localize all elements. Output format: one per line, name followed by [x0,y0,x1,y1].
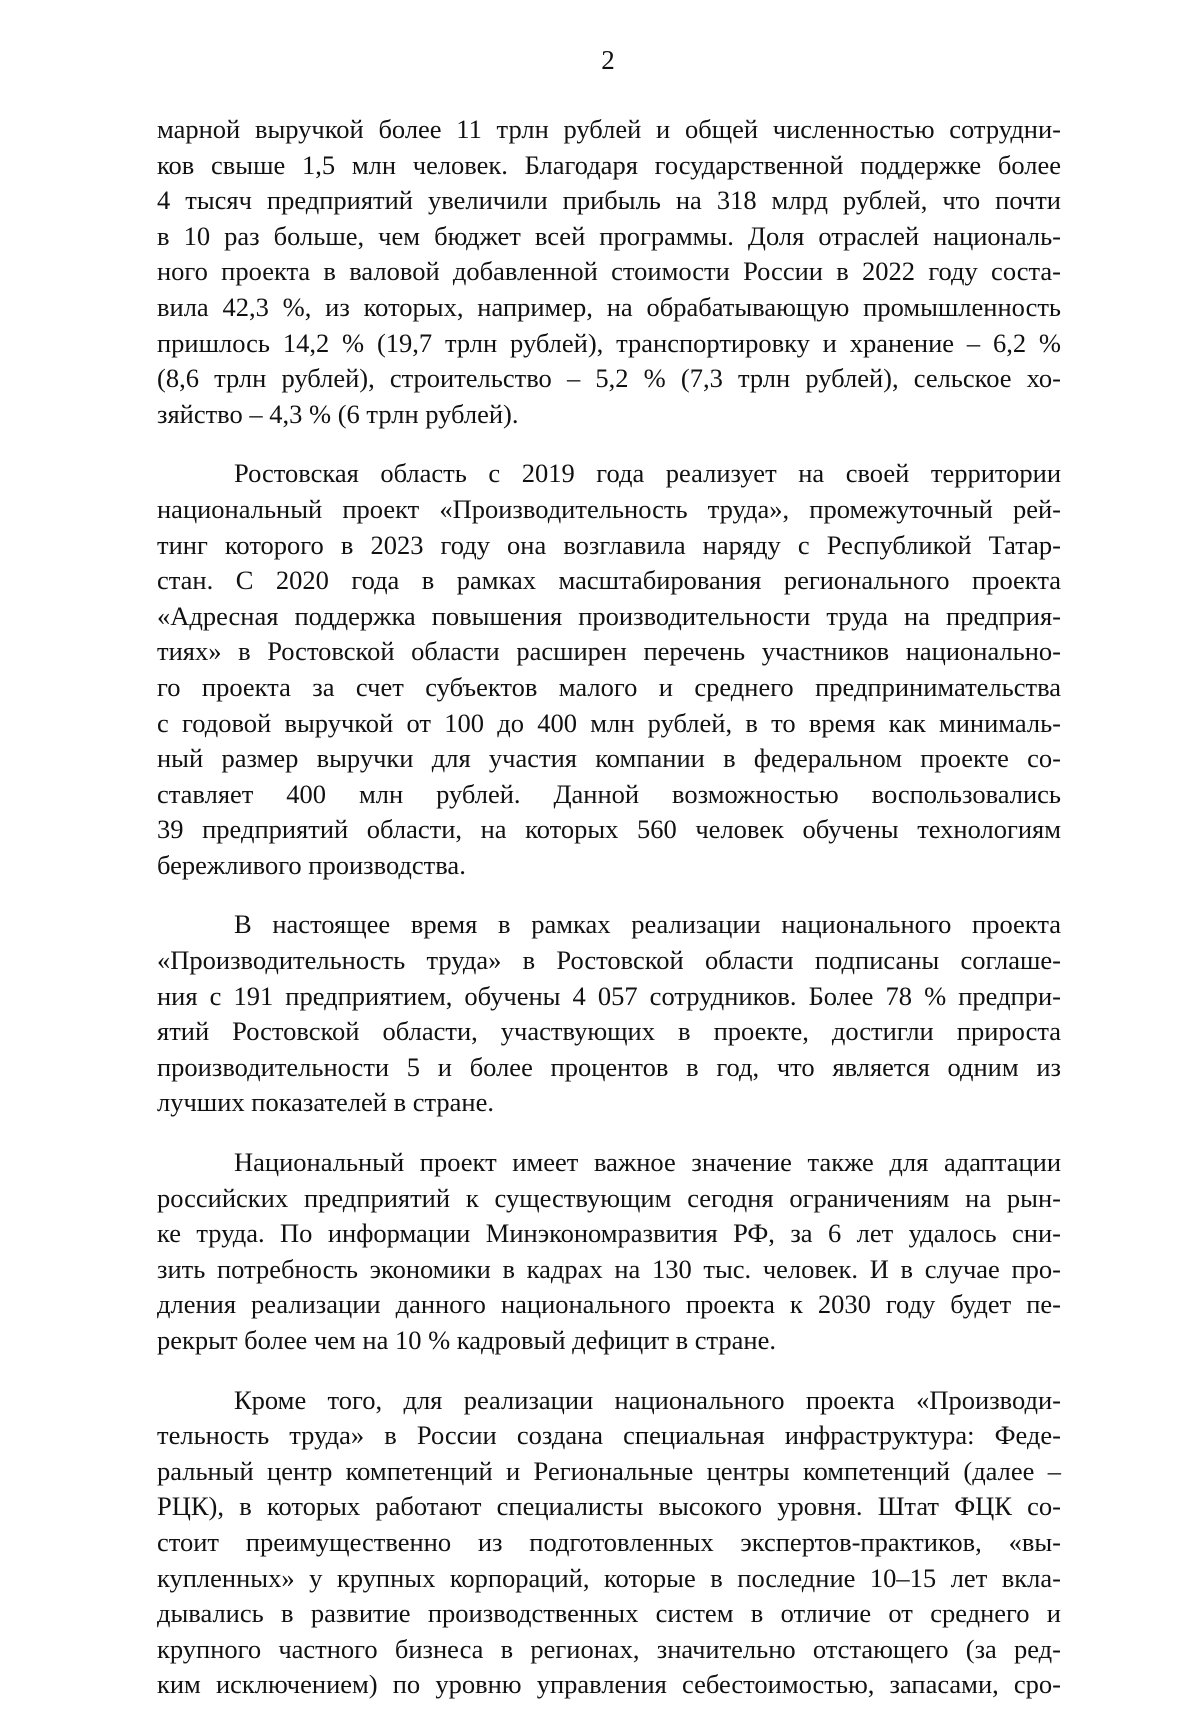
text-line: ким исключением) по уровню управления себестоимостью, запасами, сро- [157,1669,1061,1700]
text-line: (8,6 трлн рублей), строительство – 5,2 % (7,3 трлн рублей), сельское хо- [157,363,1061,394]
text-line: ный размер выручки для участия компании в федеральном проекте со- [157,743,1061,774]
text-line: вила 42,3 %, из которых, например, на обрабатывающую промышленность [157,291,1061,322]
text-line: 4 тысяч предприятий увеличили прибыль на 318 млрд рублей, что почти [157,185,1061,216]
text-line: ного проекта в валовой добавленной стоимости России в 2022 году соста- [157,256,1061,287]
document-body [157,112,1061,1727]
text-line: «Адресная поддержка повышения производительности труда на предприя- [157,600,1061,631]
text-line: го проекта за счет субъектов малого и среднего предпринимательства [157,671,1061,702]
paragraph [157,112,1061,432]
text-line: тинг которого в 2023 году она возглавила наряду с Республикой Татар- [157,529,1061,560]
text-line: ке труда. По информации Минэкономразвития РФ, за 6 лет удалось сни- [157,1218,1061,1249]
text-line: российских предприятий к существующим сегодня ограничениям на рын- [157,1182,1061,1213]
text-line: бережливого производства. [157,849,466,880]
text-line: зяйство – 4,3 % (6 трлн рублей). [157,398,519,429]
paragraph [157,907,1061,1121]
text-line: марной выручкой более 11 трлн рублей и общей численностью сотрудни- [157,114,1061,144]
text-line: в 10 раз больше, чем бюджет всей программы. Доля отраслей националь- [157,220,1061,251]
paragraph [157,1383,1061,1703]
text-line: ятий Ростовской области, участвующих в проекте, достигли прироста [157,1016,1061,1047]
text-line: дления реализации данного национального проекта к 2030 году будет пе- [157,1289,1061,1320]
text-line: тельность труда» в России создана специальная инфраструктура: Феде- [157,1420,1061,1451]
text-line: «Производительность труда» в Ростовской области подписаны соглаше- [157,945,1061,976]
text-line: купленных» у крупных корпораций, которые в последние 10–15 лет вкла- [157,1562,1061,1593]
text-line: дывались в развитие производственных систем в отличие от среднего и [157,1598,1061,1629]
text-line: зить потребность экономики в кадрах на 130 тыс. человек. И в случае про- [157,1253,1061,1284]
text-line: крупного частного бизнеса в регионах, значительно отстающего (за ред- [157,1633,1061,1664]
text-line: Национальный проект имеет важное значение также для адаптации [234,1147,1061,1178]
text-line: производительности 5 и более процентов в год, что является одним из [157,1051,1061,1082]
paragraph [157,456,1061,883]
text-line: ния с 191 предприятием, обучены 4 057 сотрудников. Более 78 % предпри- [157,980,1061,1011]
text-line: ральный центр компетенций и Региональные центры компетенций (далее – [157,1455,1061,1486]
page-number: 2 [601,45,615,75]
text-line: Кроме того, для реализации национального проекта «Производи- [234,1384,1061,1415]
text-line: рекрыт более чем на 10 % кадровый дефицит в стране. [157,1325,776,1355]
text-line: пришлось 14,2 % (19,7 трлн рублей), транспортировку и хранение – 6,2 % [157,327,1061,358]
paragraph [157,1145,1061,1359]
text-line: стан. С 2020 года в рамках масштабирования регионального проекта [157,565,1061,596]
text-line: лучших показателей в стране. [157,1087,494,1118]
text-line: ков свыше 1,5 млн человек. Благодаря государственной поддержке более [157,149,1061,180]
text-line: В настоящее время в рамках реализации национального проекта [234,909,1061,940]
text-line: Ростовская область с 2019 года реализует на своей территории [234,458,1061,489]
text-line: национальный проект «Производительность труда», промежуточный рей- [157,493,1061,524]
text-line: 39 предприятий области, на которых 560 человек обучены технологиям [157,814,1061,845]
text-line: тиях» в Ростовской области расширен перечень участников национально- [157,636,1061,667]
text-line: ставляет 400 млн рублей. Данной возможностью воспользовались [157,778,1061,809]
text-line: стоит преимущественно из подготовленных экспертов-практиков, «вы- [157,1526,1061,1557]
text-line: РЦК), в которых работают специалисты высокого уровня. Штат ФЦК со- [157,1491,1061,1522]
text-line: с годовой выручкой от 100 до 400 млн рублей, в то время как минималь- [157,707,1061,738]
